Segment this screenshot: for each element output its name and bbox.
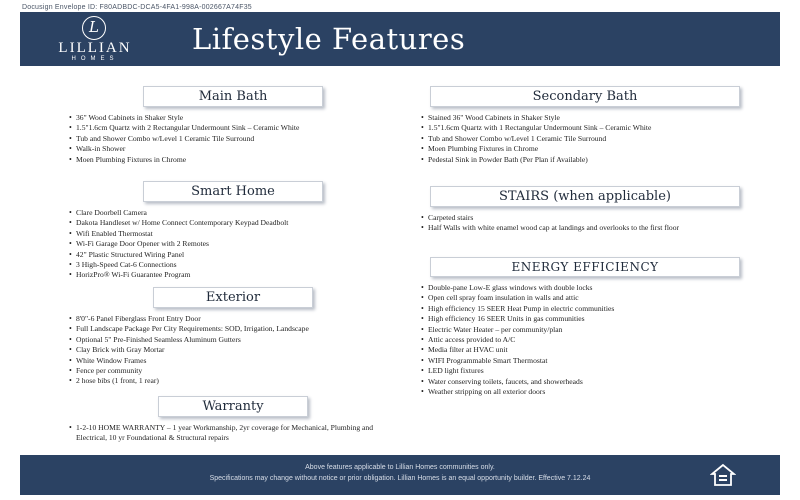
section-title: Smart Home — [143, 181, 323, 202]
section-title: Main Bath — [143, 86, 323, 107]
feature-item: • Tub and Shower Combo w/Level 1 Ceramic Tile Surround — [420, 134, 750, 144]
feature-item: • High efficiency 15 SEER Heat Pump in electric communities — [420, 304, 750, 314]
feature-item: • Moen Plumbing Fixtures in Chrome — [420, 144, 750, 154]
feature-item: • Wifi Enabled Thermostat — [68, 229, 398, 239]
feature-item: • Water conserving toilets, faucets, and showerheads — [420, 377, 750, 387]
section-title: Warranty — [158, 396, 308, 417]
section-title: ENERGY EFFICIENCY — [430, 257, 740, 277]
section-main-bath — [68, 86, 398, 165]
feature-item: • Optional 5" Pre-Finished Seamless Aluminum Gutters — [68, 335, 398, 345]
section-secondary-bath — [420, 86, 750, 165]
feature-item: • Clay Brick with Gray Mortar — [68, 345, 398, 355]
feature-item: • Fence per community — [68, 366, 398, 376]
feature-item: • 3 High-Speed Cat-6 Connections — [68, 260, 398, 270]
feature-item: • 1.5"1.6cm Quartz with 1 Rectangular Undermount Sink – Ceramic White — [420, 123, 750, 133]
feature-item: • Stained 36" Wood Cabinets in Shaker Style — [420, 113, 750, 123]
feature-item: • Tub and Shower Combo w/Level 1 Ceramic Tile Surround — [68, 134, 398, 144]
brand-name: LILLIAN — [58, 40, 132, 56]
feature-list — [68, 314, 398, 387]
section-title: Exterior — [153, 287, 313, 308]
envelope-id: Docusign Envelope ID: F80ADBDC-DCA5-4FA1-998A-002667A74F35 — [22, 4, 252, 11]
feature-list — [68, 113, 398, 165]
feature-item: • HorizPro® Wi-Fi Guarantee Program — [68, 270, 398, 280]
feature-item: • 1.5"1.6cm Quartz with 2 Rectangular Undermount Sink – Ceramic White — [68, 123, 398, 133]
feature-item: • White Window Frames — [68, 356, 398, 366]
feature-item: • Carpeted stairs — [420, 213, 750, 223]
feature-item: • Moen Plumbing Fixtures in Chrome — [68, 155, 398, 165]
feature-item: • 1-2-10 HOME WARRANTY – 1 year Workmanship, 2yr coverage for Mechanical, Plumbing and Electrical, 10 yr Foundational & Structural repairs — [68, 423, 398, 444]
feature-item: • Clare Doorbell Camera — [68, 208, 398, 218]
feature-list — [420, 113, 750, 165]
section-smart-home — [68, 181, 398, 281]
page-header — [20, 12, 780, 66]
footer-note: Above features applicable to Lillian Homes communities only. — [305, 464, 495, 471]
feature-item: • 2 hose bibs (1 front, 1 rear) — [68, 376, 398, 386]
page-title: Lifestyle Features — [192, 22, 466, 56]
section-exterior — [68, 287, 398, 387]
feature-item: • 36" Wood Cabinets in Shaker Style — [68, 113, 398, 123]
feature-item: • Full Landscape Package Per City Requirements: SOD, Irrigation, Landscape — [68, 324, 398, 334]
section-warranty — [68, 396, 398, 444]
section-stairs — [420, 186, 750, 234]
section-title: Secondary Bath — [430, 86, 740, 107]
feature-item: • Walk-in Shower — [68, 144, 398, 154]
feature-item: • Pedestal Sink in Powder Bath (Per Plan if Available) — [420, 155, 750, 165]
feature-item: • Weather stripping on all exterior doors — [420, 387, 750, 397]
feature-item: • Electric Water Heater – per community/plan — [420, 325, 750, 335]
feature-item: • 8'0"-6 Panel Fiberglass Front Entry Door — [68, 314, 398, 324]
feature-list — [420, 213, 750, 234]
feature-list — [68, 208, 398, 281]
feature-item: • Double-pane Low-E glass windows with double locks — [420, 283, 750, 293]
feature-item: • LED light fixtures — [420, 366, 750, 376]
feature-item: • High efficiency 16 SEER Units in gas communities — [420, 314, 750, 324]
feature-item: • Dakota Handleset w/ Home Connect Contemporary Keypad Deadbolt — [68, 218, 398, 228]
footer-disclaimer: Specifications may change without notice or prior obligation. Lillian Homes is an equal opportunity builder. Effective 7.12.24 — [209, 475, 591, 482]
feature-item: • 42" Plastic Structured Wiring Panel — [68, 250, 398, 260]
feature-item: • Half Walls with white enamel wood cap at landings and overlooks to the first floor — [420, 223, 750, 233]
brand-sub: HOMES — [71, 56, 119, 62]
logo-mark: L — [82, 16, 106, 40]
brand-logo — [20, 12, 170, 66]
section-energy — [420, 257, 750, 397]
feature-list — [420, 283, 750, 397]
feature-item: • Wi-Fi Garage Door Opener with 2 Remotes — [68, 239, 398, 249]
section-title: STAIRS (when applicable) — [430, 186, 740, 207]
page-footer — [20, 455, 780, 495]
feature-item: • Attic access provided to A/C — [420, 335, 750, 345]
feature-item: • Open cell spray foam insulation in walls and attic — [420, 293, 750, 303]
feature-list — [68, 423, 398, 444]
feature-item: • WIFI Programmable Smart Thermostat — [420, 356, 750, 366]
feature-item: • Media filter at HVAC unit — [420, 345, 750, 355]
equal-housing-icon — [710, 463, 736, 487]
